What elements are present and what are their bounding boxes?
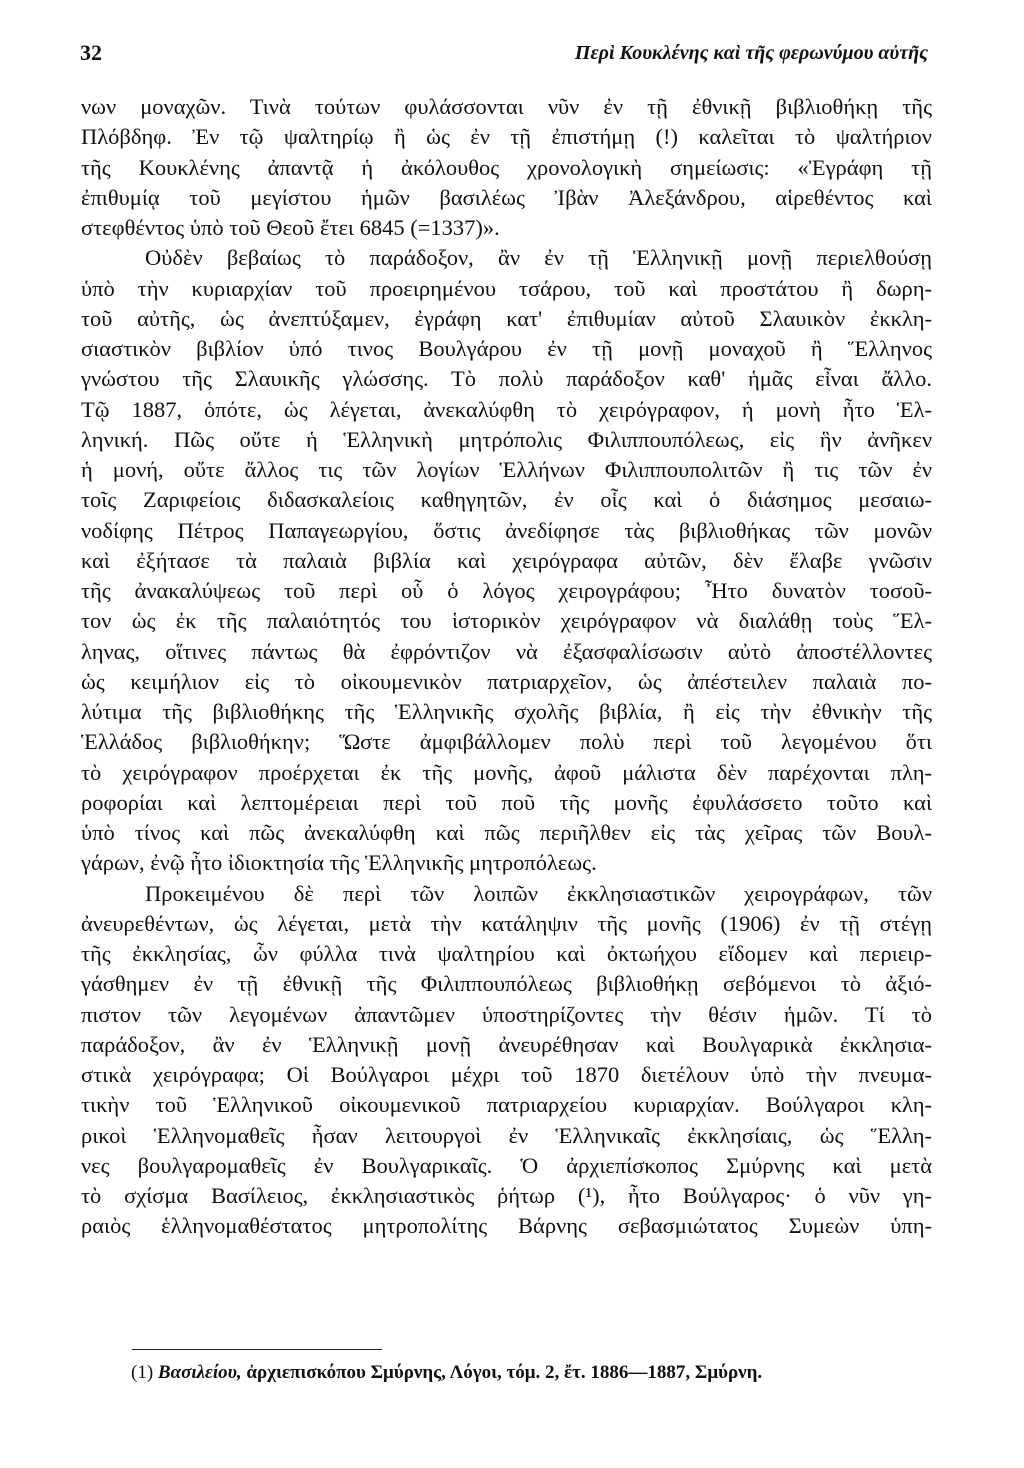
text-line: τοῦ αὐτῆς, ὡς ἀνεπτύξαμεν, ἐγράφη κατ' ἐπιθυμίαν αὐτοῦ Σλαυικὸν ἐκκλη- [81, 305, 932, 331]
text-line: νων μοναχῶν. Τινὰ τούτων φυλάσσονται νῦν ἐν τῇ ἐθνικῇ βιβλιοθήκῃ τῆς [81, 94, 932, 119]
text-line: λύτιμα τῆς βιβλιοθήκης τῆς Ἑλληνικῆς σχολῆς βιβλία, ἢ εἰς τὴν ἐθνικὴν τῆς [81, 699, 932, 724]
text-line: πιστον τῶν λεγομένων ἀπαντῶμεν ὑποστηρίζοντες τὴν θέσιν ἡμῶν. Τί τὸ [81, 1001, 932, 1027]
text-line: τον ὡς ἐκ τῆς παλαιότητός του ἱστορικὸν χειρόγραφον νὰ διαλάθῃ τοὺς Ἕλ- [81, 608, 932, 634]
text-line: ἡ μονή, οὔτε ἄλλος τις τῶν λογίων Ἑλλήνων Φιλιππουπολιτῶν ἢ τις τῶν ἐν [81, 457, 932, 482]
text-line: ροφορίαι καὶ λεπτομέρειαι περὶ τοῦ ποῦ τῆς μονῆς ἐφυλάσσετο τοῦτο καὶ [81, 789, 932, 815]
text-line: γάρων, ἐνῷ ἦτο ἰδιοκτησία τῆς Ἑλληνικῆς μητροπόλεως. [81, 850, 597, 876]
text-line: ληνας, οἵτινες πάντως θὰ ἐφρόντιζον νὰ ἐξασφαλίσωσιν αὐτὸ ἀποστέλλοντες [81, 638, 932, 664]
body-text [81, 92, 932, 1242]
text-line: τῆς Κουκλένης ἀπαντᾷ ἡ ἀκόλουθος χρονολογικὴ σημείωσις: «Ἐγράφη τῇ [81, 154, 932, 180]
text-line: ραιὸς ἑλληνομαθέστατος μητροπολίτης Βάρνης σεβασμιώτατος Συμεὼν ὑπη- [81, 1213, 932, 1239]
footnote [131, 1360, 931, 1386]
footnote-citation: ἀρχιεπισκόπου Σμύρνης, Λόγοι, τόμ. 2, ἔτ. 1886—1887, Σμύρνη. [246, 1362, 763, 1383]
text-line: Τῷ 1887, ὁπότε, ὡς λέγεται, ἀνεκαλύφθη τὸ χειρόγραφον, ἡ μονὴ ἦτο Ἑλ- [81, 396, 932, 422]
text-line: νες βουλγαρομαθεῖς ἐν Βουλγαρικαῖς. Ὁ ἀρχιεπίσκοπος Σμύρνης καὶ μετὰ [81, 1152, 932, 1178]
text-line: νοδίφης Πέτρος Παπαγεωργίου, ὅστις ἀνεδίφησε τὰς βιβλιοθήκας τῶν μονῶν [81, 517, 932, 543]
page-number: 32 [80, 40, 102, 65]
paragraph-start-line: Προκειμένου δὲ περὶ τῶν λοιπῶν ἐκκλησιαστικῶν χειρογράφων, τῶν [145, 880, 932, 906]
paragraph-start-line: Οὐδὲν βεβαίως τὸ παράδοξον, ἂν ἐν τῇ Ἑλληνικῇ μονῇ περιελθούσῃ [145, 245, 932, 271]
text-line: παράδοξον, ἂν ἐν Ἑλληνικῇ μονῇ ἀνευρέθησαν καὶ Βουλγαρικὰ ἐκκλησια- [81, 1031, 932, 1057]
text-line: Ἑλλάδος βιβλιοθήκην; Ὥστε ἀμφιβάλλομεν πολὺ περὶ τοῦ λεγομένου ὅτι [81, 729, 932, 755]
text-line: Πλόβδηφ. Ἐν τῷ ψαλτηρίῳ ἢ ὡς ἐν τῇ ἐπιστήμῃ (!) καλεῖται τὸ ψαλτήριον [81, 124, 932, 150]
text-line: τὸ σχίσμα Βασίλειος, ἐκκλησιαστικὸς ῥήτωρ (¹), ἦτο Βούλγαρος· ὁ νῦν γη- [81, 1183, 932, 1208]
text-line: ληνική. Πῶς οὔτε ἡ Ἑλληνικὴ μητρόπολις Φιλιππουπόλεως, εἰς ἣν ἀνῆκεν [81, 426, 932, 452]
text-line: τῆς ἀνακαλύψεως τοῦ περὶ οὗ ὁ λόγος χειρογράφου; Ἦτο δυνατὸν τοσοῦ- [81, 578, 932, 603]
text-line: γνώστου τῆς Σλαυικῆς γλώσσης. Τὸ πολὺ παράδοξον καθ' ἡμᾶς εἶναι ἄλλο. [81, 366, 932, 392]
text-line: ὑπὸ τίνος καὶ πῶς ἀνεκαλύφθη καὶ πῶς περιῆλθεν εἰς τὰς χεῖρας τῶν Βουλ- [81, 820, 932, 845]
text-line: στεφθέντος ὑπὸ τοῦ Θεοῦ ἔτει 6845 (=1337)». [81, 215, 500, 240]
text-line: ἐπιθυμίᾳ τοῦ μεγίστου ἡμῶν βασιλέως Ἰβὰν Ἀλεξάνδρου, αἱρεθέντος καὶ [81, 184, 932, 210]
text-line: ρικοὶ Ἑλληνομαθεῖς ἦσαν λειτουργοὶ ἐν Ἑλληνικαῖς ἐκκλησίαις, ὡς Ἕλλη- [81, 1122, 932, 1148]
running-head: Περὶ Κουκλένης καὶ τῆς φερωνύμου αὐτῆς [574, 42, 928, 64]
text-line: τῆς ἐκκλησίας, ὧν φύλλα τινὰ ψαλτηρίου καὶ ὀκτωήχου εἴδομεν καὶ περιειρ- [81, 941, 932, 966]
text-line: στικὰ χειρόγραφα; Οἱ Βούλγαροι μέχρι τοῦ 1870 διετέλουν ὑπὸ τὴν πνευμα- [81, 1062, 932, 1087]
text-line: σιαστικὸν βιβλίον ὑπό τινος Βουλγάρου ἐν τῇ μονῇ μοναχοῦ ἢ Ἕλληνος [81, 336, 932, 361]
text-line: καὶ ἐξήτασε τὰ παλαιὰ βιβλία καὶ χειρόγραφα αὐτῶν, δὲν ἔλαβε γνῶσιν [81, 547, 932, 573]
footnote-author: Βασιλείου, [157, 1362, 242, 1383]
text-line: γάσθημεν ἐν τῇ ἐθνικῇ τῆς Φιλιππουπόλεως βιβλιοθήκῃ σεβόμενοι τὸ ἀξιό- [81, 971, 932, 997]
text-line: ὑπὸ τὴν κυριαρχίαν τοῦ προειρημένου τσάρου, τοῦ καὶ προστάτου ἢ δωρη- [81, 275, 932, 301]
footnote-marker: (1) [131, 1362, 154, 1383]
text-line: τὸ χειρόγραφον προέρχεται ἐκ τῆς μονῆς, ἀφοῦ μάλιστα δὲν παρέχονται πλη- [81, 759, 932, 785]
footnote-divider [132, 1349, 382, 1350]
text-line: ὡς κειμήλιον εἰς τὸ οἰκουμενικὸν πατριαρχεῖον, ὡς ἀπέστειλεν παλαιὰ πο- [81, 668, 932, 694]
text-line: ἀνευρεθέντων, ὡς λέγεται, μετὰ τὴν κατάληψιν τῆς μονῆς (1906) ἐν τῇ στέγῃ [81, 910, 932, 936]
text-line: τικὴν τοῦ Ἑλληνικοῦ οἰκουμενικοῦ πατριαρχείου κυριαρχίαν. Βούλγαροι κλη- [81, 1092, 932, 1118]
text-line: τοῖς Ζαριφείοις διδασκαλείοις καθηγητῶν, ἐν οἷς καὶ ὁ διάσημος μεσαιω- [81, 487, 932, 513]
